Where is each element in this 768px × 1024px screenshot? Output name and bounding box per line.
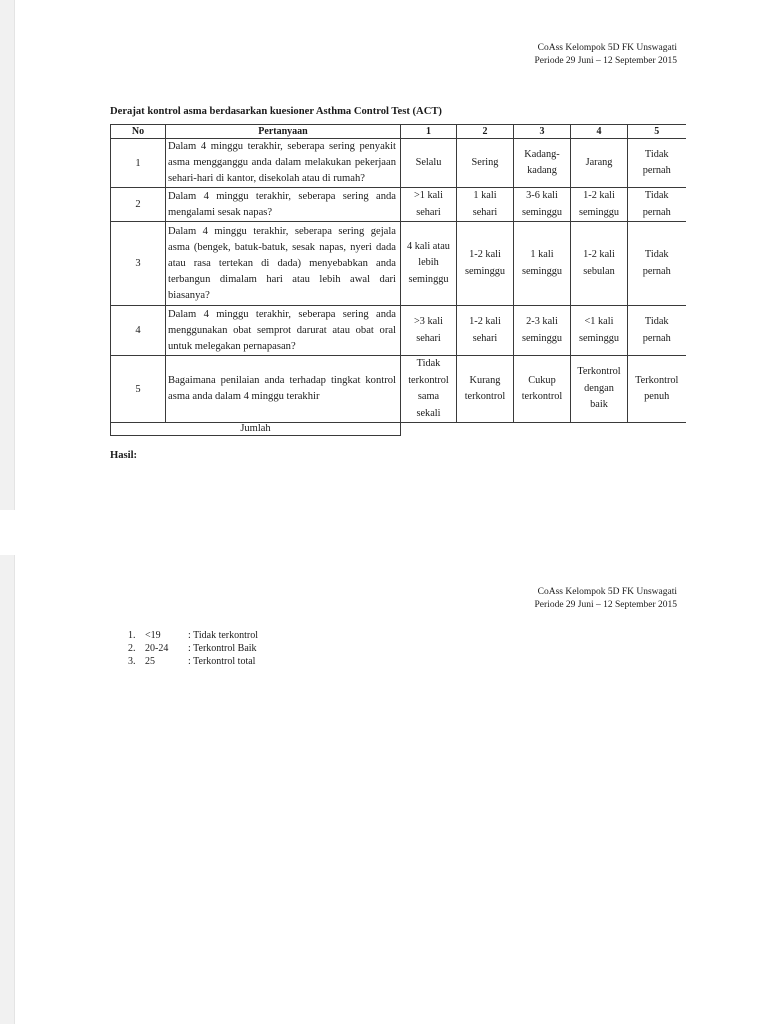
table-row [111,306,686,356]
question-cell: Dalam 4 minggu terakhir, seberapa sering anda menggunakan obat semprot darurat atau obat oral untuk melegakan pernapasan? [166,306,401,356]
table-row [111,222,686,306]
scoring-list [128,629,258,668]
answer-cell: Terkontrol dengan baik [571,356,628,423]
scoring-label: : Terkontrol total [188,656,256,667]
row-number: 4 [111,306,166,356]
row-number: 1 [111,139,166,188]
table-row [111,356,686,423]
answer-cell: Jarang [571,139,628,188]
page-2 [14,555,768,1024]
total-value-cell [401,423,686,436]
answer-cell: 2-3 kali seminggu [514,306,571,356]
answer-cell: Tidak pernah [628,306,686,356]
scoring-range: 20-24 [145,643,169,654]
viewer-margin [0,555,14,1024]
header-question: Pertanyaan [166,125,401,139]
answer-cell: Cukup terkontrol [514,356,571,423]
answer-cell: 1-2 kali sehari [457,306,514,356]
answer-cell: <1 kali seminggu [571,306,628,356]
scoring-range: 25 [145,656,155,667]
header-no: No [111,125,166,139]
header-score-5: 5 [628,125,686,139]
header-period: Periode 29 Juni – 12 September 2015 [534,56,677,66]
table-header-row [111,125,686,139]
act-table [110,124,686,436]
header-score-4: 4 [571,125,628,139]
answer-cell: >1 kali sehari [401,188,457,222]
question-cell: Dalam 4 minggu terakhir, seberapa sering gejala asma (bengek, batuk-batuk, sesak napas, nyeri dada atau rasa tertekan di dada) menyebabkan anda terbangun dimalam hari atau lebih awal dari biasanya? [166,222,401,306]
row-number: 5 [111,356,166,423]
row-number: 3 [111,222,166,306]
scoring-item [128,629,258,642]
scoring-number: 3. [128,656,136,667]
scoring-range: <19 [145,630,161,641]
answer-cell: 1 kali sehari [457,188,514,222]
header-score-2: 2 [457,125,514,139]
answer-cell: 4 kali atau lebih seminggu [401,222,457,306]
result-label: Hasil: [110,450,138,461]
question-cell: Bagaimana penilaian anda terhadap tingkat kontrol asma anda dalam 4 minggu terakhir [166,356,401,423]
scoring-item [128,642,258,655]
page-header [535,42,677,68]
header-score-3: 3 [514,125,571,139]
scoring-item [128,655,258,668]
answer-cell: 3-6 kali seminggu [514,188,571,222]
viewer-margin [0,0,14,510]
answer-cell: >3 kali sehari [401,306,457,356]
answer-cell: Sering [457,139,514,188]
answer-cell: Selalu [401,139,457,188]
answer-cell: Terkontrol penuh [628,356,686,423]
answer-cell: Kurang terkontrol [457,356,514,423]
scoring-number: 1. [128,630,136,641]
page-header [535,586,677,612]
answer-cell: 1 kali seminggu [514,222,571,306]
header-institution: CoAss Kelompok 5D FK Unswagati [537,43,677,53]
table-row [111,188,686,222]
header-institution: CoAss Kelompok 5D FK Unswagati [537,587,677,597]
scoring-label: : Terkontrol Baik [188,643,257,654]
table-row [111,139,686,188]
question-cell: Dalam 4 minggu terakhir, seberapa sering anda mengalami sesak napas? [166,188,401,222]
total-label: Jumlah [111,423,401,436]
answer-cell: Tidak terkontrol sama sekali [401,356,457,423]
answer-cell: Tidak pernah [628,188,686,222]
scoring-number: 2. [128,643,136,654]
answer-cell: Tidak pernah [628,139,686,188]
header-period: Periode 29 Juni – 12 September 2015 [534,600,677,610]
header-score-1: 1 [401,125,457,139]
row-number: 2 [111,188,166,222]
question-cell: Dalam 4 minggu terakhir, seberapa sering penyakit asma mengganggu anda dalam melakukan pekerjaan sehari-hari di kantor, disekolah atau di rumah? [166,139,401,188]
answer-cell: Kadang-kadang [514,139,571,188]
answer-cell: 1-2 kali sebulan [571,222,628,306]
answer-cell: 1-2 kali seminggu [457,222,514,306]
table-total-row [111,423,686,436]
document-title: Derajat kontrol asma berdasarkan kuesioner Asthma Control Test (ACT) [110,106,442,117]
scoring-label: : Tidak terkontrol [188,630,259,641]
answer-cell: 1-2 kali seminggu [571,188,628,222]
answer-cell: Tidak pernah [628,222,686,306]
